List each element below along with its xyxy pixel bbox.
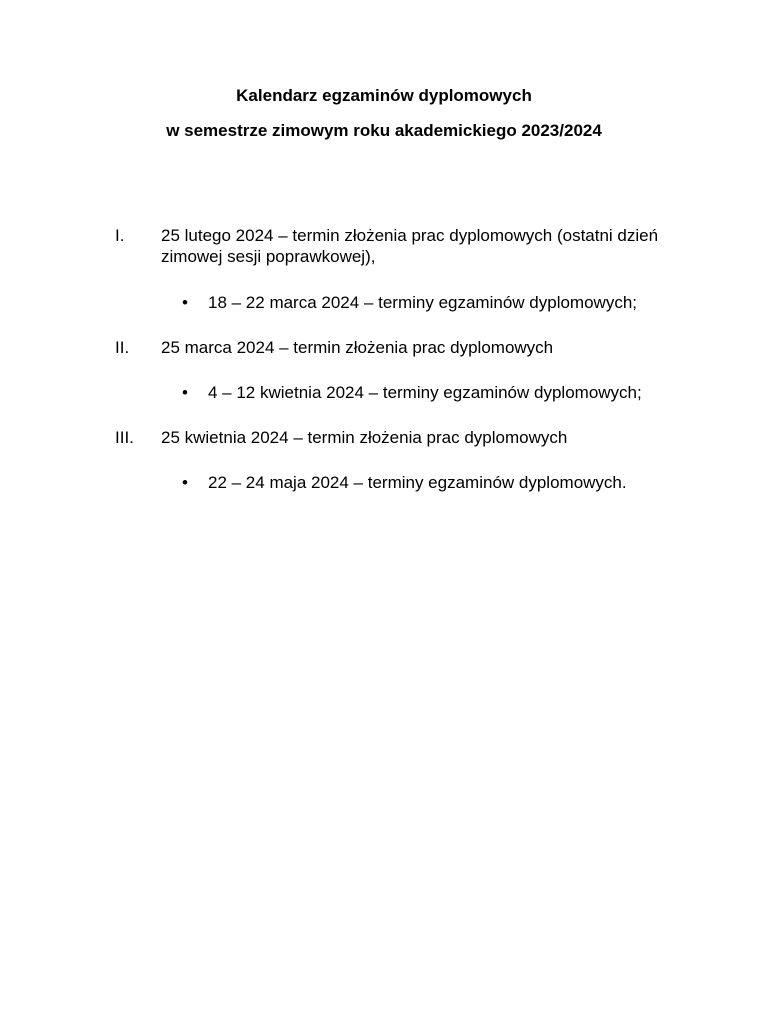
bullet-marker-3: • xyxy=(182,473,188,492)
bullet-text-3: 22 – 24 maja 2024 – terminy egzaminów dyplomowych. xyxy=(208,473,627,492)
bullet-marker-1: • xyxy=(182,293,188,312)
item-text-1: 25 lutego 2024 – termin złożenia prac dyplomowych (ostatni dzień zimowej sesji poprawkowej), xyxy=(161,226,659,266)
item-numeral-3: III. xyxy=(115,428,134,447)
item-numeral-1: I. xyxy=(115,226,125,245)
item-numeral-2: II. xyxy=(115,338,130,357)
bullet-marker-2: • xyxy=(182,383,188,402)
bullet-text-1: 18 – 22 marca 2024 – terminy egzaminów dyplomowych; xyxy=(208,293,637,312)
document-subtitle: w semestrze zimowym roku akademickiego 2023/2024 xyxy=(166,121,602,140)
item-text-3: 25 kwietnia 2024 – termin złożenia prac dyplomowych xyxy=(161,428,568,447)
document-title: Kalendarz egzaminów dyplomowych xyxy=(236,86,532,105)
item-text-2: 25 marca 2024 – termin złożenia prac dyplomowych xyxy=(161,338,554,357)
bullet-text-2: 4 – 12 kwietnia 2024 – terminy egzaminów dyplomowych; xyxy=(208,383,642,402)
